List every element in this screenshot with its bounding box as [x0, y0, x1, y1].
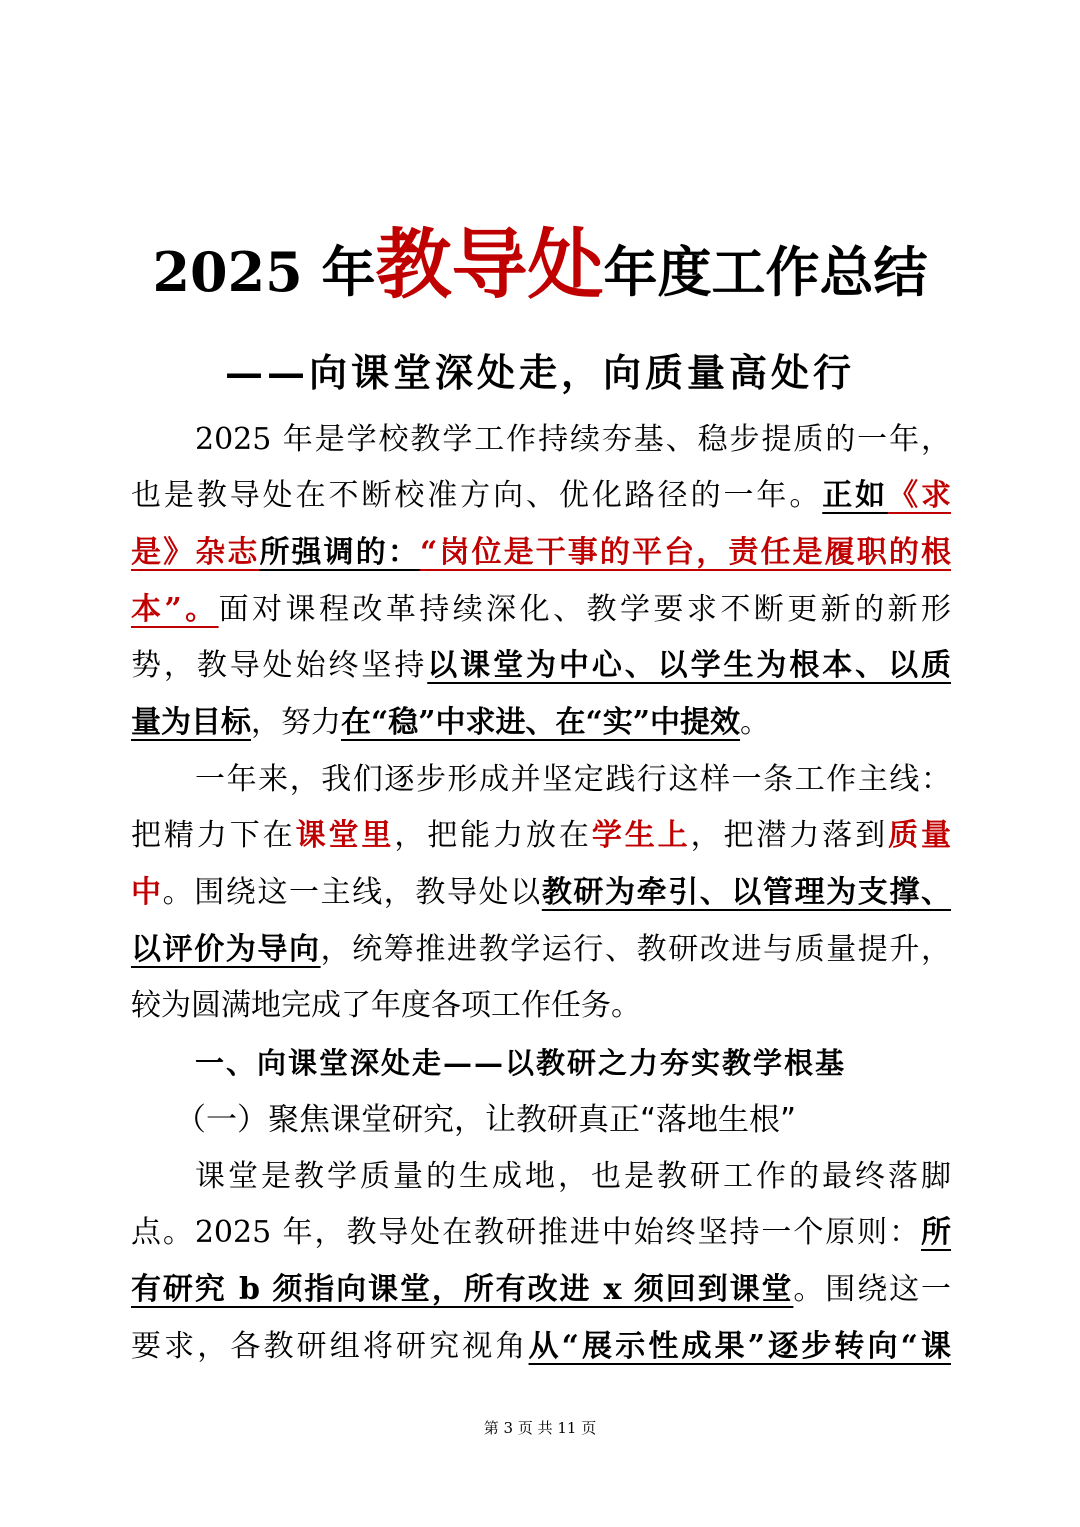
text-run: 面对课程改革持续深化、教学要求不断更新的新形: [218, 591, 951, 627]
text-run: ，把潜力落到: [690, 818, 889, 854]
text-run: 。围绕这一主线，教导处以: [162, 875, 542, 911]
emphasis-text-run: 是》杂志: [131, 534, 260, 570]
text-run: 课堂是教学质量的生成地，也是教研工作的最终落脚: [195, 1158, 951, 1194]
emphasis-text-run: 中: [131, 875, 163, 911]
section-heading: 一、向课堂深处走——以教研之力夯实教学根基: [195, 1046, 847, 1081]
paragraph-line: [131, 412, 951, 469]
emphasis-text-run: 以评价为导向: [131, 931, 321, 967]
text-run: 要求，各教研组将研究视角: [131, 1328, 529, 1364]
paragraph-line: [131, 922, 951, 979]
paragraph-line: [131, 808, 951, 865]
title-rest: 年度工作总结: [603, 240, 928, 304]
text-run: 较为圆满地完成了年度各项工作任务。: [131, 988, 641, 1024]
paragraph-line: [131, 752, 951, 809]
paragraph-line: [131, 1319, 951, 1376]
paragraph-line: [131, 638, 951, 695]
emphasis-text-run: 《求: [888, 478, 951, 514]
title-year: 2025 年: [152, 240, 376, 304]
emphasis-text-run: 所: [921, 1215, 951, 1251]
emphasis-text-run: 在“稳”中求进、在“实”中提效: [341, 705, 741, 741]
paragraph-line: [131, 582, 951, 639]
paragraph: [131, 412, 951, 752]
page-subtitle: ——向课堂深处走，向质量高处行: [224, 350, 855, 395]
emphasis-text-run: “岗位是干事的平台，责任是履职的根: [419, 534, 951, 570]
emphasis-text-run: 教研为牵引、以管理为支撑、: [541, 875, 951, 911]
page-title: [0, 205, 1080, 332]
paragraph-line: [131, 695, 951, 752]
page-footer: 第 3 页 共 11 页: [483, 1419, 597, 1437]
paragraph-line: [131, 1205, 951, 1262]
emphasis-text-run: 正如: [822, 478, 889, 514]
emphasis-text-run: 从“展示性成果”逐步转向“课: [528, 1328, 951, 1364]
text-run: ，努力: [251, 705, 341, 741]
paragraph-line: [131, 865, 951, 922]
text-run: 把精力下在: [131, 818, 296, 854]
text-run: 。: [740, 705, 771, 741]
paragraph-line: [131, 978, 951, 1035]
emphasis-text-run: 以课堂为中心、以学生为根本、以质: [427, 648, 951, 684]
text-run: 2025 年是学校教学工作持续夯基、稳步提质的一年，: [195, 421, 951, 457]
text-run: 势，教导处始终坚持: [131, 648, 428, 684]
emphasis-text-run: 所强调的：: [259, 534, 420, 570]
emphasis-text-run: 本”。: [131, 591, 219, 627]
text-run: ，把能力放在: [394, 818, 592, 854]
paragraph: [131, 1149, 951, 1376]
text-run: 一年来，我们逐步形成并坚定践行这样一条工作主线：: [195, 761, 951, 797]
emphasis-text-run: 有研究 b 须指向课堂，所有改进 x 须回到课堂: [131, 1271, 794, 1307]
paragraph-line: [131, 468, 951, 525]
paragraph: [131, 752, 951, 1035]
text-run: 点。2025 年，教导处在教研推进中始终坚持一个原则：: [131, 1215, 921, 1251]
emphasis-text-run: 量为目标: [131, 705, 251, 741]
emphasis-text-run: 学生上: [591, 818, 691, 854]
document-body: [131, 412, 951, 1376]
paragraph-line: [131, 1262, 951, 1319]
emphasis-text-run: 课堂里: [295, 818, 395, 854]
paragraph-line: [131, 1149, 951, 1206]
text-run: 。围绕这一: [793, 1271, 951, 1307]
subsection-heading: （一）聚焦课堂研究，让教研真正“落地生根”: [175, 1101, 797, 1138]
text-run: ，统筹推进教学运行、教研改进与质量提升，: [320, 931, 951, 967]
paragraph-line: [131, 525, 951, 582]
text-run: 也是教导处在不断校准方向、优化路径的一年。: [131, 478, 823, 514]
title-highlight: 教导处: [375, 220, 604, 309]
emphasis-text-run: 质量: [888, 818, 951, 854]
